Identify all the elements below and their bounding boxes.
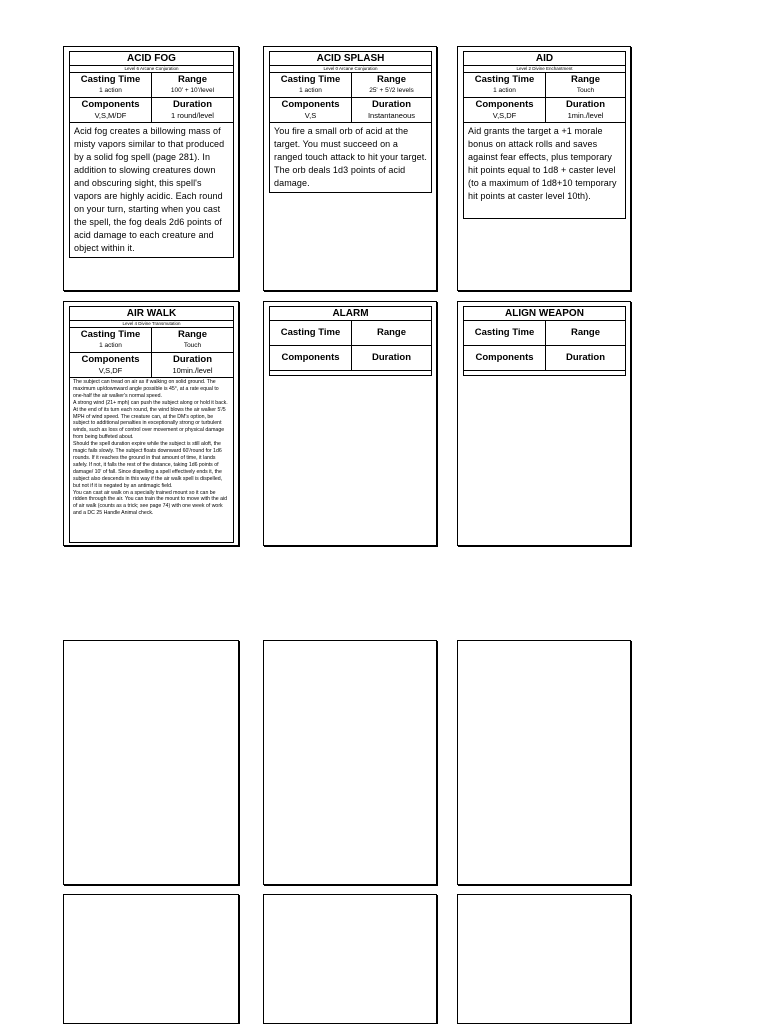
blank-card xyxy=(63,894,239,1024)
casting-time-value: 1 action xyxy=(493,87,516,94)
casting-time-cell xyxy=(463,73,546,98)
duration-value: 1min./level xyxy=(567,111,604,120)
spell-description: You fire a small orb of acid at the target. You must succeed on a ranged touch attack to hit your target. The orb deals 1d3 points of acid damage. xyxy=(269,123,432,193)
components-cell xyxy=(463,98,546,123)
casting-time-value: 1 action xyxy=(99,87,122,94)
range-value: 25' + 5'/2 levels xyxy=(369,87,414,94)
duration-label: Duration xyxy=(172,354,213,365)
components-label: Components xyxy=(281,99,340,110)
duration-label: Duration xyxy=(371,352,412,363)
duration-label: Duration xyxy=(371,99,412,110)
components-label: Components xyxy=(81,99,140,110)
components-value: V,S,M/DF xyxy=(94,111,127,120)
components-cell xyxy=(69,98,152,123)
range-label: Range xyxy=(376,327,407,338)
spell-description: Aid grants the target a +1 morale bonus on attack rolls and saves against fear effects, plus temporary hit points equal to 1d8 + caster level (to a maximum of 1d8+10 temporary hit points at caster level 10th). xyxy=(463,123,626,219)
spell-card-align-weapon xyxy=(457,301,631,546)
casting-time-cell xyxy=(69,73,152,98)
card-subtitle: Level 6 Arcane Conjuration xyxy=(69,66,234,73)
range-cell xyxy=(152,73,234,98)
components-cell xyxy=(269,346,352,371)
components-cell xyxy=(269,98,352,123)
spell-description xyxy=(463,371,626,376)
card-title: ALARM xyxy=(269,306,432,321)
blank-card xyxy=(63,640,239,885)
duration-value: 10min./level xyxy=(172,366,213,375)
card-subtitle: Level 4 Divine Transmutation xyxy=(69,321,234,328)
components-value: V,S xyxy=(304,111,317,120)
blank-card xyxy=(263,894,437,1024)
casting-time-cell xyxy=(463,321,546,346)
blank-card xyxy=(457,640,631,885)
casting-time-cell xyxy=(269,321,352,346)
spell-card-aid xyxy=(457,46,631,291)
duration-cell xyxy=(152,98,234,123)
duration-value: 1 round/level xyxy=(171,111,214,120)
card-subtitle: Level 0 Arcane Conjuration xyxy=(269,66,432,73)
casting-time-value: 1 action xyxy=(99,342,122,349)
components-label: Components xyxy=(475,99,534,110)
range-cell xyxy=(352,321,432,346)
range-value: Touch xyxy=(576,87,595,94)
spell-card-air-walk xyxy=(63,301,239,546)
card-subtitle: Level 2 Divine Enchantment xyxy=(463,66,626,73)
duration-value: Instantaneous xyxy=(367,111,416,120)
casting-time-cell xyxy=(69,328,152,353)
spell-description: Acid fog creates a billowing mass of misty vapors similar to that produced by a solid fog spell (page 281). In addition to slowing creatures down and obscuring sight, this spell's vapors are highly acidic. Each round on your turn, starting when you cast the spell, the fog deals 2d6 points of acid damage to each creature and object within it. xyxy=(69,123,234,258)
casting-time-cell xyxy=(269,73,352,98)
casting-time-label: Casting Time xyxy=(280,74,341,85)
card-title: ACID FOG xyxy=(69,51,234,66)
components-cell xyxy=(463,346,546,371)
casting-time-label: Casting Time xyxy=(474,74,535,85)
range-label: Range xyxy=(376,74,407,85)
spell-card-acid-fog xyxy=(63,46,239,291)
card-title: ALIGN WEAPON xyxy=(463,306,626,321)
range-label: Range xyxy=(570,327,601,338)
duration-label: Duration xyxy=(565,99,606,110)
range-cell xyxy=(546,321,626,346)
duration-cell xyxy=(546,98,626,123)
duration-cell xyxy=(546,346,626,371)
spell-card-acid-splash xyxy=(263,46,437,291)
range-cell xyxy=(152,328,234,353)
components-label: Components xyxy=(281,352,340,363)
range-label: Range xyxy=(177,74,208,85)
card-title: AID xyxy=(463,51,626,66)
range-cell xyxy=(352,73,432,98)
spell-description: The subject can tread on air as if walking on solid ground. The maximum up/downward angle possible is 45°, at a rate equal to one-half the air walker's normal speed. A strong wind (21+ mph) can push the subject along or hold it back. At the end of its turn each round, the wind blows the air walker 5'/5 MPH of wind speed. The creature can, at the DM's option, be subject to additional penalties in exceptionally strong or turbulent winds, such as loss of control over movement or physical damage from being buffeted about. Should the spell duration expire while the subject is still aloft, the magic fails slowly. The subject floats downward 60'/round for 1d6 rounds. If it reaches the ground in that amount of time, it lands safely. If not, it falls the rest of the distance, taking 1d6 points of damage/ 10' of fall. Since dispelling a spell effectively ends it, the subject also descends in this way if the air walk spell is dispelled, but not if it is negated by an antimagic field. You can cast air walk on a specially trained mount so it can be ridden through the air. You can train the mount to move with the aid of air walk (counts as a trick; see page 74) with one week of work and a DC 25 Handle Animal check. xyxy=(69,378,234,543)
range-label: Range xyxy=(570,74,601,85)
casting-time-label: Casting Time xyxy=(474,327,535,338)
range-value: 100' + 10'/level xyxy=(170,87,215,94)
range-value: Touch xyxy=(183,342,202,349)
duration-cell xyxy=(352,98,432,123)
blank-card xyxy=(263,640,437,885)
casting-time-label: Casting Time xyxy=(80,74,141,85)
card-title: AIR WALK xyxy=(69,306,234,321)
casting-time-value: 1 action xyxy=(299,87,322,94)
spell-card-alarm xyxy=(263,301,437,546)
card-title: ACID SPLASH xyxy=(269,51,432,66)
components-label: Components xyxy=(81,354,140,365)
casting-time-label: Casting Time xyxy=(80,329,141,340)
range-cell xyxy=(546,73,626,98)
duration-cell xyxy=(352,346,432,371)
duration-label: Duration xyxy=(172,99,213,110)
blank-card xyxy=(457,894,631,1024)
components-label: Components xyxy=(475,352,534,363)
casting-time-label: Casting Time xyxy=(280,327,341,338)
range-label: Range xyxy=(177,329,208,340)
components-cell xyxy=(69,353,152,378)
components-value: V,S,DF xyxy=(492,111,517,120)
components-value: V,S,DF xyxy=(98,366,123,375)
duration-label: Duration xyxy=(565,352,606,363)
spell-description xyxy=(269,371,432,376)
duration-cell xyxy=(152,353,234,378)
